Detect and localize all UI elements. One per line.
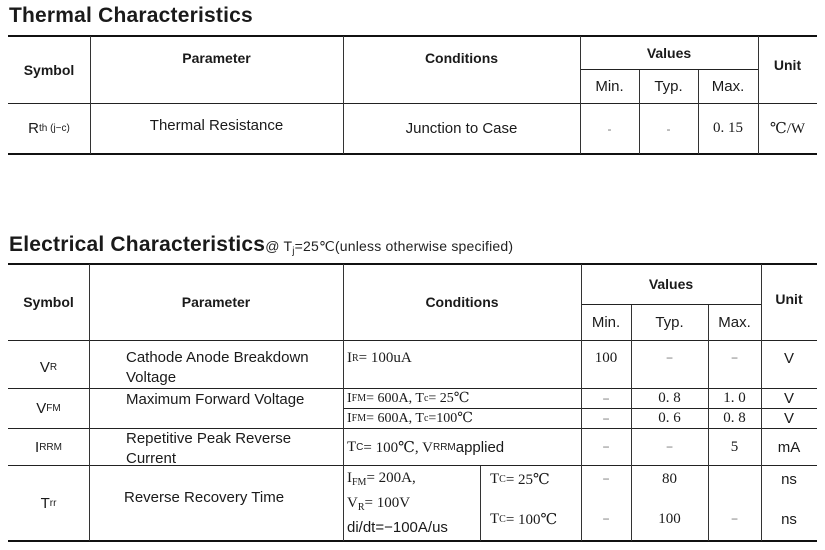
trr-conditions bbox=[347, 468, 477, 538]
thermal-header-values: Values bbox=[646, 44, 692, 61]
electrical-header-values: Values bbox=[648, 276, 694, 292]
trr-cond-line2: $V_R= 100V$ bbox=[347, 495, 411, 513]
thermal-typ: - bbox=[666, 121, 671, 136]
thermal-header-max: Max. bbox=[711, 78, 745, 95]
vr-symbol: V R bbox=[39, 359, 58, 376]
electrical-title: Electrical Characteristics@ $T_j=25℃(unless$ otherwise specified) bbox=[9, 233, 514, 257]
electrical-header-min: Min. bbox=[591, 314, 621, 331]
vr-unit: V bbox=[783, 349, 794, 367]
thermal-unit: ℃/W bbox=[769, 121, 806, 137]
trr-tc-1: T C = 25℃ bbox=[490, 470, 550, 488]
trr-parameter: Reverse Recovery Time bbox=[124, 488, 285, 506]
irrm-unit: mA bbox=[777, 438, 801, 456]
thermal-header-unit: Unit bbox=[773, 56, 802, 73]
vfm-parameter: Maximum Forward Voltage bbox=[126, 390, 305, 408]
electrical-header-parameter: Parameter bbox=[181, 294, 251, 310]
thermal-title: Thermal Characteristics bbox=[9, 4, 253, 27]
irrm-min: − bbox=[602, 440, 610, 454]
trr-min-2: − bbox=[602, 512, 610, 526]
electrical-header-conditions: Conditions bbox=[425, 294, 499, 310]
thermal-parameter: Thermal Resistance bbox=[149, 117, 284, 134]
trr-tc-2: T C = 100℃ bbox=[490, 510, 558, 528]
thermal-conditions: Junction to Case bbox=[405, 120, 518, 137]
electrical-header-symbol: Symbol bbox=[23, 294, 74, 310]
vr-min: 100 bbox=[594, 349, 618, 366]
trr-cond-line1: $I_{FM}= 200A$, bbox=[347, 470, 416, 488]
irrm-conditions: T C = 100℃, V RRM applied bbox=[347, 438, 505, 456]
irrm-parameter: Repetitive Peak Reverse Current bbox=[126, 430, 292, 467]
irrm-symbol: I RRM bbox=[35, 438, 62, 456]
vfm-unit-1: V bbox=[783, 390, 794, 407]
trr-symbol: T rr bbox=[40, 494, 57, 512]
irrm-typ: − bbox=[665, 440, 673, 454]
thermal-header-typ: Typ. bbox=[654, 78, 683, 95]
trr-unit-2: ns bbox=[781, 510, 797, 528]
vfm-conditions-1: I FM = 600A, T c = 25℃ bbox=[347, 390, 470, 406]
vfm-typ-2: 0. 6 bbox=[658, 410, 681, 426]
vfm-unit-2: V bbox=[783, 410, 794, 427]
vfm-max-2: 0. 8 bbox=[723, 410, 746, 426]
vr-conditions: I R = 100uA bbox=[347, 349, 412, 366]
trr-max-2: − bbox=[730, 512, 738, 526]
thermal-symbol: R th (j−c) bbox=[28, 120, 70, 137]
vr-max: − bbox=[730, 351, 738, 365]
electrical-header-typ: Typ. bbox=[655, 314, 684, 331]
trr-typ-1: 80 bbox=[662, 470, 677, 487]
thermal-header-min: Min. bbox=[595, 78, 624, 95]
vr-typ: − bbox=[665, 351, 673, 365]
trr-unit-1: ns bbox=[781, 470, 797, 488]
thermal-header-parameter: Parameter bbox=[182, 49, 251, 66]
vfm-symbol: V FM bbox=[36, 400, 61, 417]
irrm-max: 5 bbox=[730, 438, 739, 455]
trr-cond-line3: di/dt=−100A/us bbox=[347, 519, 448, 536]
trr-max-1 bbox=[708, 466, 761, 492]
vfm-conditions-2: I FM = 600A, T c =100℃ bbox=[347, 410, 473, 426]
thermal-header-conditions: Conditions bbox=[424, 49, 499, 66]
trr-typ-2: 100 bbox=[658, 510, 681, 527]
thermal-max: 0. 15 bbox=[713, 120, 743, 136]
vfm-typ-1: 0. 8 bbox=[658, 390, 681, 406]
vfm-min-2: − bbox=[602, 411, 610, 426]
electrical-header-unit: Unit bbox=[775, 291, 803, 307]
vfm-max-1: 1. 0 bbox=[723, 390, 746, 406]
trr-min-1: − bbox=[602, 472, 610, 486]
vfm-min-1: − bbox=[602, 391, 610, 406]
thermal-min: - bbox=[607, 121, 612, 136]
electrical-header-max: Max. bbox=[718, 314, 751, 331]
thermal-header-symbol: Symbol bbox=[23, 61, 75, 78]
vr-parameter: Cathode Anode Breakdown Voltage bbox=[126, 349, 309, 386]
